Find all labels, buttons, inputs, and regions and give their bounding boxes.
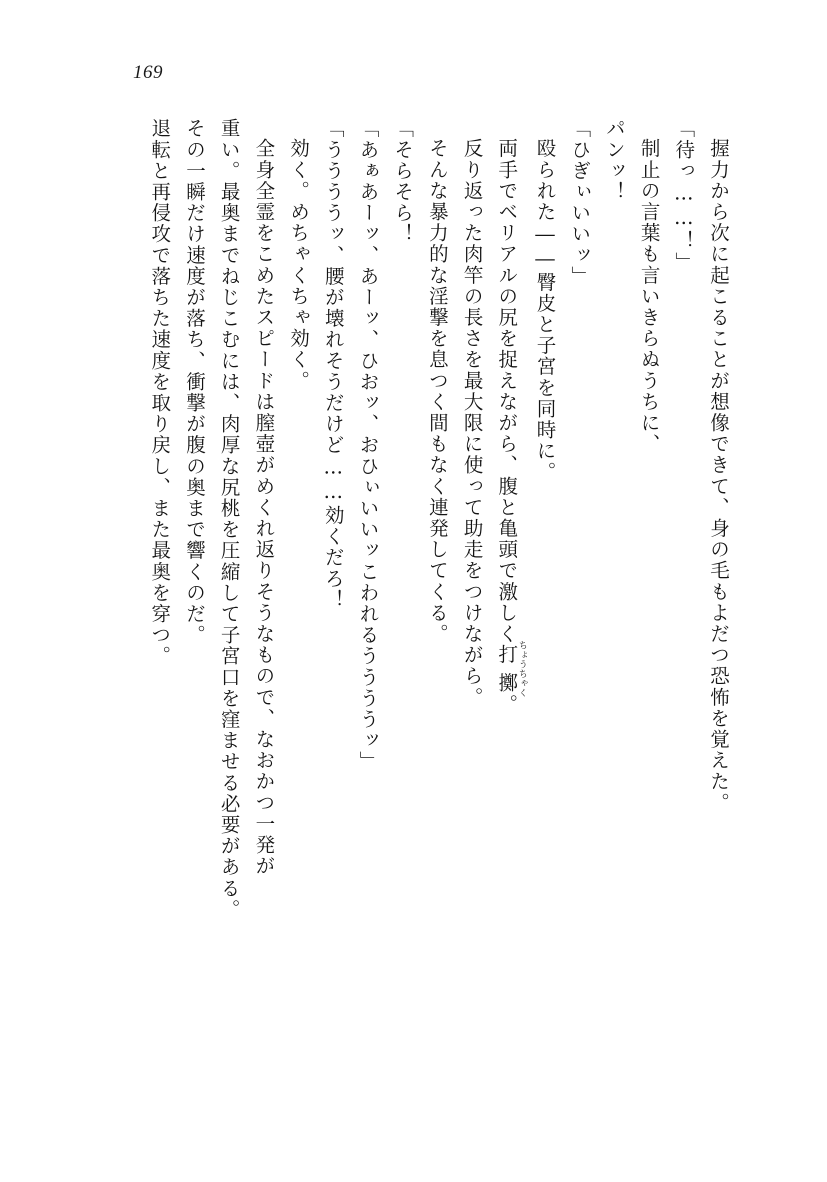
- paragraph: 「待っ……！」: [672, 118, 696, 273]
- paragraph: 効く。めちゃくちゃ効く。: [287, 137, 311, 391]
- paragraph: 「ううううッ、腰が壊れそうだけど……効くだろ！: [321, 118, 345, 611]
- paragraph: 退転と再侵攻で落ちた速度を取り戻し、また最奥を穿つ。: [148, 118, 172, 667]
- paragraph-with-ruby: 両手でベリアルの尻を捉えながら、腹と亀頭で激しく打擲ちょうちゃく。: [495, 137, 527, 715]
- paragraph: 制止の言葉も言いきらぬうちに、: [637, 137, 661, 454]
- paragraph: パンッ！: [602, 118, 626, 203]
- paragraph: 全身全霊をこめたスピードは膣壺がめくれ返りそうなもので、なおかつ一発が: [252, 137, 276, 876]
- body-text-block: [105, 118, 735, 1078]
- paragraph: そんな暴力的な淫撃を息つく間もなく連発してくる。: [425, 137, 449, 644]
- paragraph: 「あぁあーッ、あーッ、ひおッ、おひぃいいッこわれるううううッ」: [356, 118, 380, 773]
- paragraph: 殴られた――臀皮と子宮を同時に。: [533, 137, 557, 483]
- paragraph: 「そらそら！: [391, 118, 415, 245]
- paragraph: 重い。最奥までねじこむには、肉厚な尻桃を圧縮して子宮口を窪ませる必要がある。: [217, 118, 241, 920]
- paragraph: その一瞬だけ速度が落ち、衝撃が腹の奥まで響くのだ。: [182, 118, 206, 646]
- paragraph: 反り返った肉竿の長さを最大限に使って助走をつけながら。: [460, 137, 484, 708]
- paragraph: 握力から次に起こることが想像できて、身の毛もよだつ恐怖を覚えた。: [707, 137, 730, 813]
- paragraph: 「ひぎぃいいッ」: [568, 118, 592, 287]
- page-number: 169: [133, 62, 163, 83]
